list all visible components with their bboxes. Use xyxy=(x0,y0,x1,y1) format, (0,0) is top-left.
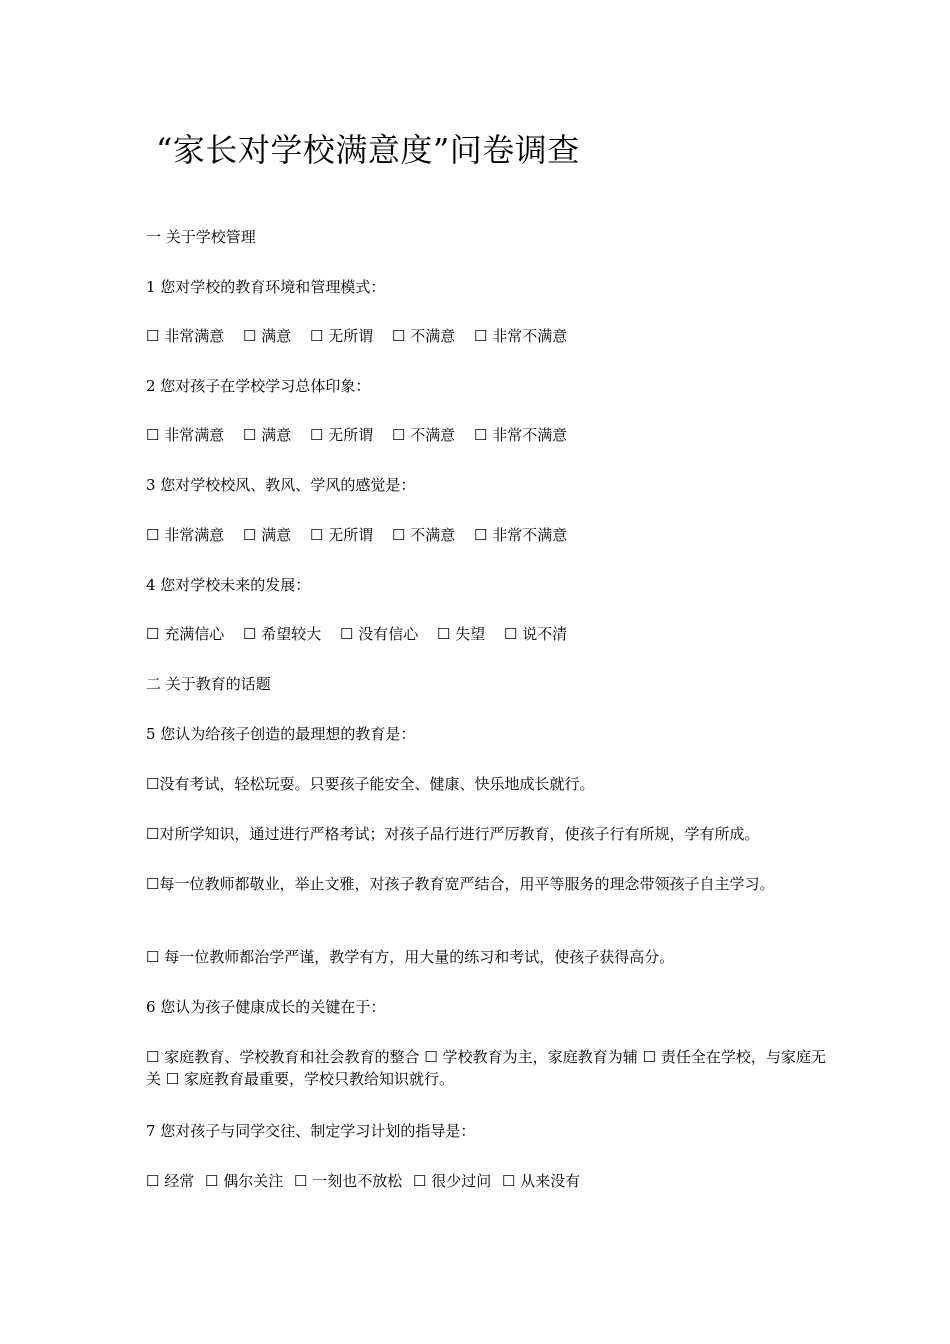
checkbox-option[interactable]: ☐ 满意 xyxy=(243,526,292,544)
checkbox-option[interactable]: ☐ 偶尔关注 xyxy=(205,1172,284,1190)
question-5-option-4[interactable]: ☐ 每一位教师都治学严谨，教学有方，用大量的练习和考试，使孩子获得高分。 xyxy=(146,948,675,966)
checkbox-option[interactable]: ☐ 满意 xyxy=(243,327,292,345)
question-6-text: 6 您认为孩子健康成长的关键在于： xyxy=(146,998,386,1016)
page-title: “家长对学校满意度”问卷调查 xyxy=(156,131,580,169)
checkbox-option[interactable]: ☐ 从来没有 xyxy=(502,1172,581,1190)
checkbox-option[interactable]: ☐ 非常满意 xyxy=(146,426,225,444)
checkbox-option[interactable]: ☐ 失望 xyxy=(437,625,486,643)
checkbox-option[interactable]: ☐ 充满信心 xyxy=(146,625,225,643)
checkbox-option[interactable]: ☐ 不满意 xyxy=(392,327,456,345)
question-7-text: 7 您对孩子与同学交往、制定学习计划的指导是： xyxy=(146,1122,476,1140)
checkbox-option[interactable]: ☐ 没有信心 xyxy=(340,625,419,643)
checkbox-option[interactable]: ☐ 无所谓 xyxy=(310,426,374,444)
section-heading-education: 二 关于教育的话题 xyxy=(146,675,271,693)
checkbox-option[interactable]: ☐ 经常 xyxy=(146,1172,195,1190)
checkbox-option[interactable]: ☐ 无所谓 xyxy=(310,526,374,544)
question-4-text: 4 您对学校未来的发展： xyxy=(146,576,311,594)
checkbox-option[interactable]: ☐ 不满意 xyxy=(392,426,456,444)
checkbox-option[interactable]: ☐ 非常不满意 xyxy=(474,526,568,544)
question-2-options xyxy=(146,424,826,446)
question-2-text: 2 您对孩子在学校学习总体印象： xyxy=(146,377,371,395)
question-1-options xyxy=(146,325,826,347)
checkbox-option[interactable]: ☐ 不满意 xyxy=(392,526,456,544)
checkbox-option[interactable]: ☐ 满意 xyxy=(243,426,292,444)
checkbox-option[interactable]: ☐ 无所谓 xyxy=(310,327,374,345)
question-5-option-3[interactable]: ☐每一位教师都敬业，举止文雅，对孩子教育宽严结合，用平等服务的理念带领孩子自主学习。 xyxy=(146,875,775,893)
question-5-option-1[interactable]: ☐没有考试，轻松玩耍。只要孩子能安全、健康、快乐地成长就行。 xyxy=(146,775,595,793)
question-3-text: 3 您对学校校风、教风、学风的感觉是： xyxy=(146,476,416,494)
section-heading-management: 一 关于学校管理 xyxy=(146,228,256,246)
question-6-options[interactable]: ☐ 家庭教育、学校教育和社会教育的整合 ☐ 学校教育为主，家庭教育为辅 ☐ 责任全在学校，与家庭无关 ☐ 家庭教育最重要，学校只教给知识就行。 xyxy=(146,1048,826,1088)
question-7-options xyxy=(146,1170,826,1192)
checkbox-option[interactable]: ☐ 说不清 xyxy=(504,625,568,643)
checkbox-option[interactable]: ☐ 非常不满意 xyxy=(474,327,568,345)
question-1-text: 1 您对学校的教育环境和管理模式： xyxy=(146,278,386,296)
checkbox-option[interactable]: ☐ 希望较大 xyxy=(243,625,322,643)
checkbox-option[interactable]: ☐ 很少过问 xyxy=(413,1172,492,1190)
question-4-options xyxy=(146,623,826,645)
question-3-options xyxy=(146,524,826,546)
checkbox-option[interactable]: ☐ 非常满意 xyxy=(146,327,225,345)
question-5-option-2[interactable]: ☐对所学知识，通过进行严格考试；对孩子品行进行严厉教育，使孩子行有所规，学有所成。 xyxy=(146,825,760,843)
question-5-text: 5 您认为给孩子创造的最理想的教育是： xyxy=(146,725,416,743)
checkbox-option[interactable]: ☐ 一刻也不放松 xyxy=(294,1172,403,1190)
checkbox-option[interactable]: ☐ 非常不满意 xyxy=(474,426,568,444)
checkbox-option[interactable]: ☐ 非常满意 xyxy=(146,526,225,544)
